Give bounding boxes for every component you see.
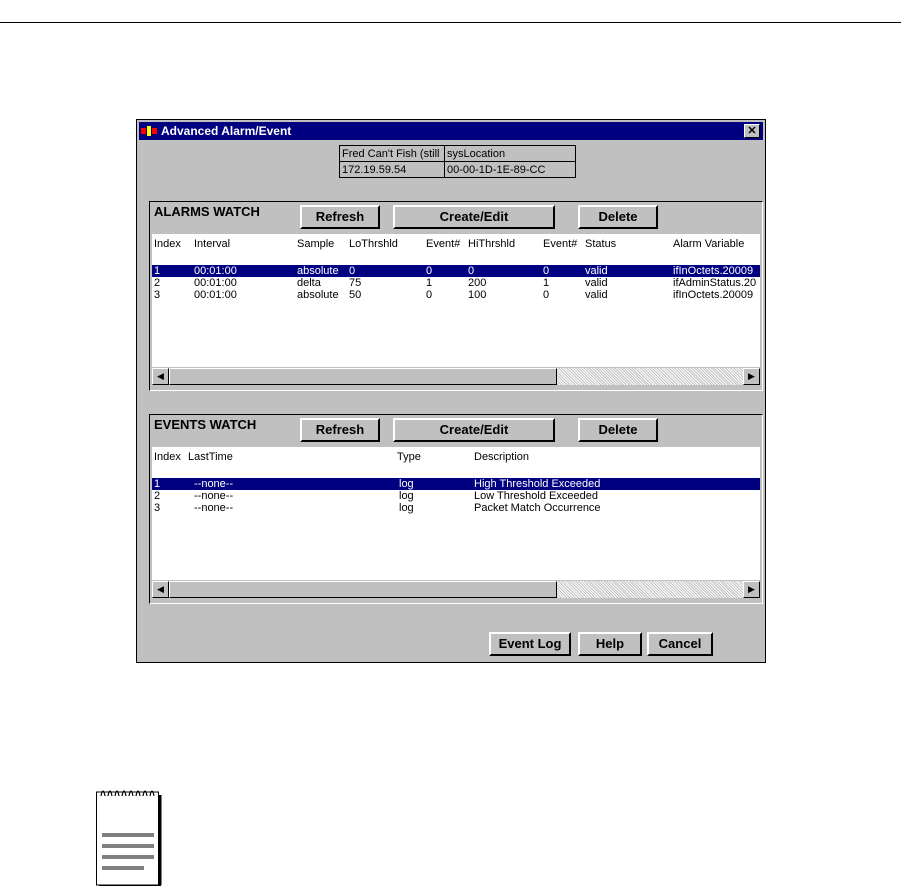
alarm-sample: absolute bbox=[297, 265, 339, 277]
alarm-lo-event: 0 bbox=[426, 265, 433, 277]
events-delete-button[interactable]: Delete bbox=[578, 418, 658, 442]
alarm-variable: ifInOctets.20009 bbox=[673, 265, 754, 277]
advanced-alarm-event-window bbox=[136, 119, 766, 663]
alarm-variable: ifAdminStatus.20 bbox=[673, 277, 757, 289]
alarms-refresh-button[interactable]: Refresh bbox=[300, 205, 380, 229]
cancel-button[interactable]: Cancel bbox=[647, 632, 713, 656]
alarms-watch-section bbox=[149, 201, 763, 391]
alarm-index: 3 bbox=[154, 289, 161, 301]
title-bar[interactable] bbox=[139, 122, 763, 140]
alarm-lo-event: 0 bbox=[426, 289, 433, 301]
alarms-delete-button[interactable]: Delete bbox=[578, 205, 658, 229]
alarms-col-lothrshld[interactable]: LoThrshld bbox=[349, 238, 398, 250]
alarm-hi-event: 1 bbox=[543, 277, 550, 289]
alarm-hi: 200 bbox=[468, 277, 487, 289]
event-description: Low Threshold Exceeded bbox=[474, 490, 598, 502]
alarms-hscrollbar[interactable] bbox=[152, 368, 760, 385]
alarm-lo-event: 1 bbox=[426, 277, 433, 289]
alarm-lo: 50 bbox=[349, 289, 362, 301]
event-log-button[interactable]: Event Log bbox=[489, 632, 571, 656]
alarm-lo: 0 bbox=[349, 265, 356, 277]
app-icon bbox=[141, 125, 157, 137]
alarms-col-status[interactable]: Status bbox=[585, 238, 617, 250]
events-watch-section bbox=[149, 414, 763, 604]
event-row[interactable] bbox=[152, 478, 760, 490]
device-ip: 172.19.59.54 bbox=[340, 162, 445, 178]
scroll-left-arrow-icon[interactable]: ◀ bbox=[152, 581, 169, 598]
window-title: Advanced Alarm/Event bbox=[161, 124, 292, 138]
alarm-variable: ifInOctets.20009 bbox=[673, 289, 754, 301]
event-description: High Threshold Exceeded bbox=[474, 478, 601, 490]
alarms-col-sample[interactable]: Sample bbox=[297, 238, 335, 250]
events-col-type[interactable]: Type bbox=[397, 451, 421, 463]
alarm-sample: delta bbox=[297, 277, 321, 289]
events-list[interactable] bbox=[152, 447, 760, 580]
alarm-hi: 100 bbox=[468, 289, 487, 301]
device-mac: 00-00-1D-1E-89-CC bbox=[445, 162, 576, 178]
device-info-table bbox=[339, 145, 576, 178]
alarm-sample: absolute bbox=[297, 289, 339, 301]
alarms-col-index[interactable]: Index bbox=[154, 238, 181, 250]
events-col-lasttime[interactable]: LastTime bbox=[188, 451, 233, 463]
event-index: 3 bbox=[154, 502, 161, 514]
alarms-col-interval[interactable]: Interval bbox=[194, 238, 231, 250]
alarm-index: 2 bbox=[154, 277, 161, 289]
alarms-col-variable[interactable]: Alarm Variable bbox=[673, 238, 745, 250]
alarm-interval: 00:01:00 bbox=[194, 289, 237, 301]
alarm-index: 1 bbox=[154, 265, 161, 277]
events-hscrollbar[interactable] bbox=[152, 581, 760, 598]
alarm-interval: 00:01:00 bbox=[194, 265, 237, 277]
page-top-rule bbox=[0, 22, 901, 23]
device-location-label: sysLocation bbox=[445, 146, 576, 162]
alarm-interval: 00:01:00 bbox=[194, 277, 237, 289]
alarms-create-edit-button[interactable]: Create/Edit bbox=[393, 205, 555, 229]
event-type: log bbox=[399, 490, 414, 502]
alarms-watch-title: ALARMS WATCH bbox=[154, 204, 260, 219]
note-icon bbox=[96, 786, 164, 886]
events-col-index[interactable]: Index bbox=[154, 451, 181, 463]
event-row[interactable] bbox=[152, 490, 760, 502]
events-watch-title: EVENTS WATCH bbox=[154, 417, 257, 432]
help-button[interactable]: Help bbox=[578, 632, 642, 656]
scroll-thumb[interactable] bbox=[169, 581, 557, 598]
event-row[interactable] bbox=[152, 502, 760, 514]
events-create-edit-button[interactable]: Create/Edit bbox=[393, 418, 555, 442]
device-name: Fred Can't Fish (still bbox=[340, 146, 445, 162]
alarm-hi-event: 0 bbox=[543, 265, 550, 277]
event-description: Packet Match Occurrence bbox=[474, 502, 601, 514]
event-last-time: --none-- bbox=[194, 502, 234, 514]
scroll-right-arrow-icon[interactable]: ▶ bbox=[743, 581, 760, 598]
alarms-col-hithrshld[interactable]: HiThrshld bbox=[468, 238, 516, 250]
event-index: 1 bbox=[154, 478, 161, 490]
close-button[interactable]: ✕ bbox=[744, 124, 760, 138]
event-type: log bbox=[399, 478, 414, 490]
alarm-status: valid bbox=[585, 265, 608, 277]
scroll-left-arrow-icon[interactable]: ◀ bbox=[152, 368, 169, 385]
event-last-time: --none-- bbox=[194, 478, 234, 490]
scroll-right-arrow-icon[interactable]: ▶ bbox=[743, 368, 760, 385]
alarm-lo: 75 bbox=[349, 277, 362, 289]
alarm-row[interactable] bbox=[152, 289, 760, 301]
alarm-hi-event: 0 bbox=[543, 289, 550, 301]
alarms-list[interactable] bbox=[152, 234, 760, 367]
alarm-row[interactable] bbox=[152, 277, 760, 289]
alarm-status: valid bbox=[585, 289, 608, 301]
events-refresh-button[interactable]: Refresh bbox=[300, 418, 380, 442]
alarm-hi: 0 bbox=[468, 265, 475, 277]
event-index: 2 bbox=[154, 490, 161, 502]
events-col-description[interactable]: Description bbox=[474, 451, 530, 463]
alarms-col-hi-event[interactable]: Event# bbox=[543, 238, 578, 250]
alarms-col-lo-event[interactable]: Event# bbox=[426, 238, 461, 250]
alarm-status: valid bbox=[585, 277, 608, 289]
scroll-thumb[interactable] bbox=[169, 368, 557, 385]
event-type: log bbox=[399, 502, 414, 514]
alarm-row[interactable] bbox=[152, 265, 760, 277]
event-last-time: --none-- bbox=[194, 490, 234, 502]
